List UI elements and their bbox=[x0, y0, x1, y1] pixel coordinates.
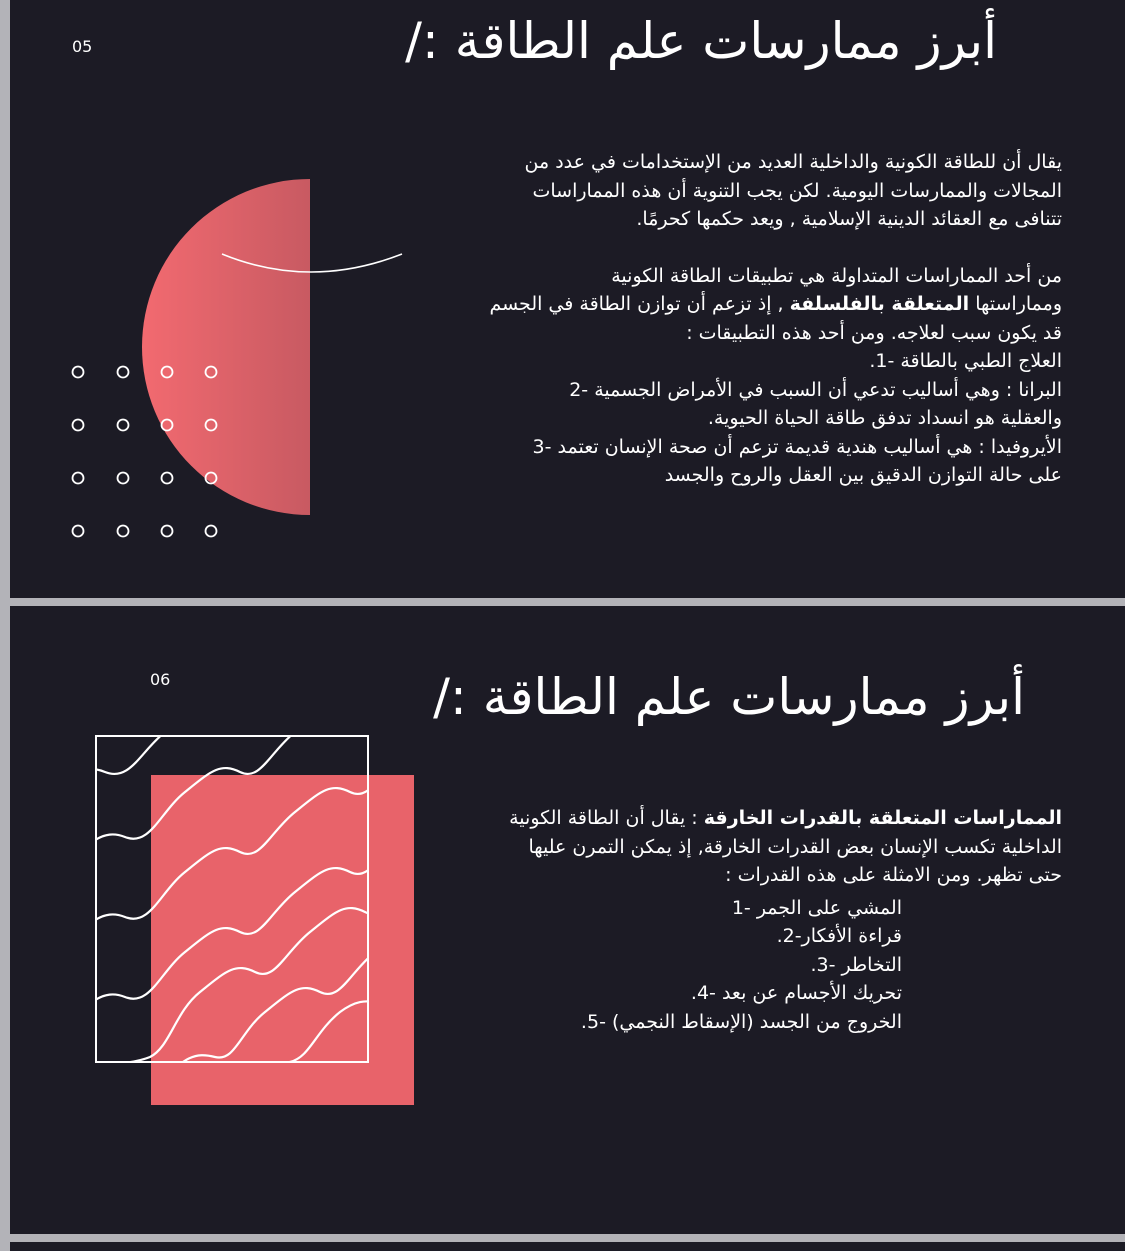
para1-line: يقال أن للطاقة الكونية والداخلية العديد من الإستخدامات في عدد من bbox=[524, 151, 1062, 173]
list-item: تحريك الأجسام عن بعد -4. bbox=[690, 982, 902, 1004]
slide-06 bbox=[10, 606, 1125, 1234]
list-item: المشي على الجمر -1 bbox=[731, 896, 902, 919]
slide-body bbox=[462, 148, 1062, 490]
list-item: والعقلية هو انسداد تدفق طاقة الحياة الحيوية. bbox=[707, 407, 1062, 429]
intro-line: حتى تظهر. ومن الامثلة على هذه القدرات : bbox=[725, 864, 1062, 886]
list-item: التخاطر -3. bbox=[810, 953, 902, 976]
intro-line: الداخلية تكسب الإنسان بعض القدرات الخارقة, إذ يمكن التمرن عليها bbox=[528, 835, 1062, 858]
para2-line-emphasis: ومماراستها المتعلقة بالفلسلفة , إذ تزعم أن توازن الطاقة في الجسم bbox=[489, 293, 1062, 315]
slide-title: أبرز ممارسات علم الطاقة :/ bbox=[433, 668, 1025, 726]
para2-line: من أحد المماراسات المتداولة هي تطبيقات الطاقة الكونية bbox=[611, 264, 1062, 287]
slide-number: 05 bbox=[72, 37, 93, 56]
half-circle-shape bbox=[142, 179, 310, 515]
bold-term: المتعلقة بالفلسلفة bbox=[789, 293, 970, 315]
list-item: الأيروفيدا : هي أساليب هندية قديمة تزعم أن صحة الإنسان تعتمد -3 bbox=[532, 435, 1062, 458]
para1-line: تتنافى مع العقائد الدينية الإسلامية , ويعد حكمها كحرمًا. bbox=[636, 208, 1062, 230]
next-slide-edge bbox=[10, 1242, 1125, 1251]
slide-body bbox=[442, 804, 1062, 1036]
list-item: الخروج من الجسد (الإسقاط النجمي) -5. bbox=[580, 1010, 902, 1033]
intro-line: المماراسات المتعلقة بالقدرات الخارقة : يقال أن الطاقة الكونية bbox=[509, 807, 1062, 829]
list-item: البرانا : وهي أساليب تدعي أن السبب في الأمراض الجسمية -2 bbox=[569, 378, 1062, 401]
para1-line: المجالات والممارسات اليومية. لكن يجب التنوية أن هذه المماراسات bbox=[532, 179, 1062, 202]
bold-term: المماراسات المتعلقة بالقدرات الخارقة bbox=[703, 807, 1062, 829]
para2-line: قد يكون سبب لعلاجه. ومن أحد هذه التطبيقات : bbox=[686, 321, 1062, 344]
list-item: على حالة التوازن الدقيق بين العقل والروح والجسد bbox=[664, 464, 1062, 486]
list-item: قراءة الأفكار-2. bbox=[776, 925, 902, 947]
slide-title: أبرز ممارسات علم الطاقة :/ bbox=[405, 12, 997, 70]
slide-number: 06 bbox=[150, 670, 171, 689]
slide-05 bbox=[10, 0, 1125, 598]
list-item: العلاج الطبي بالطاقة -1. bbox=[869, 350, 1062, 372]
